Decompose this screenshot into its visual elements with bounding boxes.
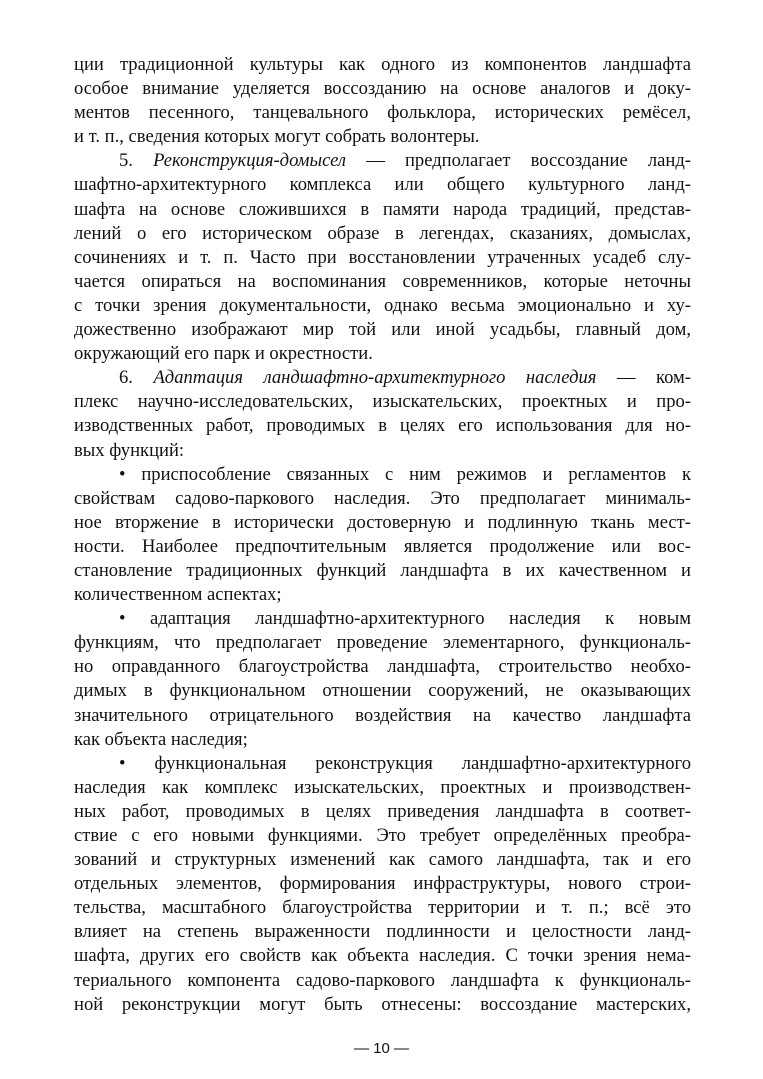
text-line: наследия как комплекс изыскательских, проектных и производствен- bbox=[74, 776, 691, 798]
text-line: ции традиционной культуры как одного из компонентов ландшафта bbox=[74, 54, 691, 75]
text-line: шафтно-архитектурного комплекса или общего культурного ланд- bbox=[74, 174, 691, 196]
text-line: димых в функциональном отношении сооружений, не оказывающих bbox=[74, 680, 691, 702]
text-line: шафта, других его свойств как объекта наследия. С точки зрения нема- bbox=[74, 945, 691, 967]
text-line: дожественно изображают мир той или иной усадьбы, главный дом, bbox=[74, 319, 691, 341]
text-line: становление традиционных функций ландшафта в их качественном и bbox=[74, 559, 691, 581]
text-line: • адаптация ландшафтно-архитектурного наследия к новым bbox=[119, 608, 691, 630]
term-italic: Адаптация ландшафтно-архитектурного наследия bbox=[153, 367, 597, 389]
page-body bbox=[74, 53, 691, 1017]
text-line: вых функций: bbox=[74, 439, 185, 461]
text-line: но оправданного благоустройства ландшафта, строительство необхо- bbox=[74, 656, 691, 678]
line-text: — ком- bbox=[596, 367, 692, 389]
text-line: лений о его историческом образе в легендах, сказаниях, домыслах, bbox=[74, 222, 691, 244]
text-line: и т. п., сведения которых могут собрать волонтеры. bbox=[74, 126, 480, 148]
text-line: ное вторжение в исторически достоверную и подлинную ткань мест- bbox=[74, 511, 691, 533]
text-line: ной реконструкции могут быть отнесены: воссоздание мастерских, bbox=[74, 993, 691, 1015]
text-line: териального компонента садово-паркового ландшафта к функциональ- bbox=[74, 969, 691, 991]
text-line: значительного отрицательного воздействия на качество ландшафта bbox=[74, 704, 691, 726]
text-line: плекс научно-исследовательских, изыскательских, проектных и про- bbox=[74, 391, 691, 413]
text-line: шафта на основе сложившихся в памяти народа традиций, представ- bbox=[74, 198, 691, 220]
text-line: количественном аспектах; bbox=[74, 584, 282, 606]
text-line: • приспособление связанных с ним режимов и регламентов к bbox=[119, 463, 691, 485]
text-line: ментов песенного, танцевального фольклора, исторических ремёсел, bbox=[74, 102, 691, 124]
text-line: отдельных элементов, формирования инфраструктуры, нового строи- bbox=[74, 873, 691, 895]
text-line: ности. Наиболее предпочтительным является продолжение или вос- bbox=[74, 535, 691, 557]
paragraph-3-adaptation bbox=[74, 366, 691, 462]
text-line: особое внимание уделяется воссозданию на основе аналогов и доку- bbox=[74, 78, 691, 100]
term-italic: Реконструкция-домысел bbox=[153, 150, 347, 172]
text-line: с точки зрения документальности, однако весьма эмоционально и ху- bbox=[74, 294, 691, 316]
text-line: окружающий его парк и окрестности. bbox=[74, 343, 373, 365]
text-line: изводственных работ, проводимых в целях его использования для но- bbox=[74, 415, 691, 437]
text-line: ствие с его новыми функциями. Это требует определённых преобра- bbox=[74, 825, 691, 846]
text-line: сочинениях и т. п. Часто при восстановлении утраченных усадеб слу- bbox=[74, 246, 691, 268]
paragraph-1 bbox=[74, 53, 691, 149]
text-line: как объекта наследия; bbox=[74, 728, 248, 750]
list-number: 5. bbox=[119, 150, 154, 172]
page-number: — 10 — bbox=[353, 1040, 410, 1057]
bullet-item-1 bbox=[74, 463, 691, 608]
paragraph-2-reconstruction-conjecture bbox=[74, 149, 691, 366]
text-line: ных работ, проводимых в целях приведения ландшафта в соответ- bbox=[74, 800, 691, 822]
text-line: влияет на степень выраженности подлинности и целостности ланд- bbox=[74, 921, 691, 943]
text-line: тельства, масштабного благоустройства территории и т. п.; всё это bbox=[74, 897, 691, 919]
text-line: чается опираться на воспоминания современников, которые неточны bbox=[74, 270, 691, 292]
bullet-item-3 bbox=[74, 752, 691, 1017]
line-text: — предполагает воссоздание ланд- bbox=[346, 150, 692, 172]
bullet-item-2 bbox=[74, 607, 691, 752]
text-line: свойствам садово-паркового наследия. Это предполагает минималь- bbox=[74, 487, 691, 509]
text-line bbox=[74, 366, 691, 390]
text-line bbox=[74, 149, 691, 173]
text-line: • функциональная реконструкция ландшафтно-архитектурного bbox=[119, 752, 691, 774]
text-line: функциям, что предполагает проведение элементарного, функциональ- bbox=[74, 632, 691, 654]
list-number: 6. bbox=[119, 367, 154, 389]
text-line: зований и структурных изменений как самого ландшафта, так и его bbox=[74, 849, 691, 871]
